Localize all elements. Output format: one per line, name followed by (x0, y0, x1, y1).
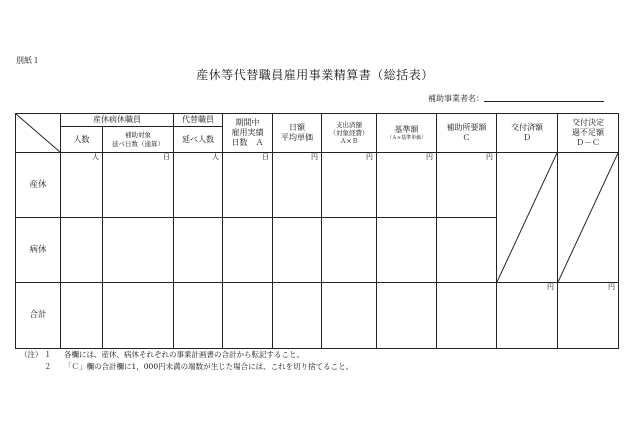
header-required-amount: 補助所要額 Ｃ (437, 114, 497, 153)
notes-section (20, 349, 353, 373)
cell-sick-substitutes[interactable] (174, 218, 223, 283)
cell-maternity-daily-rate[interactable]: 円 (273, 153, 322, 218)
header-base-amount: 基準額 （Ａ×基準単価） (377, 114, 437, 153)
cell-sick-daily-rate[interactable] (273, 218, 322, 283)
header-total-persons: 延べ人数 (174, 127, 223, 153)
row-label-sick: 病休 (16, 218, 61, 283)
cell-total-expenditure[interactable] (322, 283, 377, 349)
cell-sick-days[interactable] (103, 218, 174, 283)
cell-total-shortfall[interactable]: 円 (558, 283, 619, 349)
document-title: 産休等代替職員雇用事業精算書（総括表） (196, 68, 434, 82)
notes-prefix: （注） (20, 350, 43, 359)
applicant-name-field[interactable] (484, 101, 604, 102)
cell-total-days[interactable] (103, 283, 174, 349)
cell-maternity-base[interactable]: 円 (377, 153, 437, 218)
header-paid-amount: 交付済額 Ｄ (497, 114, 558, 153)
header-expenditure: 支出済額 （対象経費） Ａ×Ｂ (322, 114, 377, 153)
note-2-text: 「Ｃ」欄の合計欄に1，000円未満の端数が生じた場合には、これを切り捨てること。 (64, 362, 354, 371)
cell-sick-employment-days[interactable] (223, 218, 273, 283)
form-number-label: 別紙１ (16, 56, 40, 65)
note-2-number: ２ (44, 362, 52, 371)
header-target-days: 補助対象 延べ日数（通算） (103, 127, 174, 153)
row-label-total: 合計 (16, 283, 61, 349)
cell-paid-struck (497, 153, 558, 283)
corner-cell (16, 114, 61, 153)
header-leave-staff: 産休病休職員 (61, 114, 174, 127)
cell-sick-required[interactable] (437, 218, 497, 283)
cell-maternity-expenditure[interactable]: 円 (322, 153, 377, 218)
cell-total-substitutes[interactable] (174, 283, 223, 349)
cell-maternity-count[interactable]: 人 (61, 153, 103, 218)
cell-maternity-employment-days[interactable]: 日 (223, 153, 273, 218)
cell-total-count[interactable] (61, 283, 103, 349)
header-shortfall: 交付決定 過不足額 Ｄ－Ｃ (558, 114, 619, 153)
cell-sick-expenditure[interactable] (322, 218, 377, 283)
cell-total-required[interactable] (437, 283, 497, 349)
note-1-number: １ (44, 350, 52, 359)
note-1-text: 各欄には、産休、病休それぞれの事業計画書の合計から転記すること。 (64, 350, 304, 359)
cell-total-employment-days[interactable] (223, 283, 273, 349)
settlement-table (15, 113, 619, 349)
row-label-maternity: 産休 (16, 153, 61, 218)
cell-total-daily-rate[interactable] (273, 283, 322, 349)
header-substitute-staff: 代替職員 (174, 114, 223, 127)
cell-shortfall-struck (558, 153, 619, 283)
header-head-count: 人数 (61, 127, 103, 153)
header-employment-days: 期間中 雇用実績 日数 Ａ (223, 114, 273, 153)
cell-total-paid[interactable]: 円 (497, 283, 558, 349)
cell-maternity-substitutes[interactable]: 人 (174, 153, 223, 218)
cell-sick-base[interactable] (377, 218, 437, 283)
applicant-name-label: 補助事業者名： (428, 94, 484, 103)
cell-maternity-days[interactable]: 日 (103, 153, 174, 218)
header-daily-rate: 日額 平均単価 (273, 114, 322, 153)
cell-maternity-required[interactable]: 円 (437, 153, 497, 218)
cell-total-base[interactable] (377, 283, 437, 349)
cell-sick-count[interactable] (61, 218, 103, 283)
